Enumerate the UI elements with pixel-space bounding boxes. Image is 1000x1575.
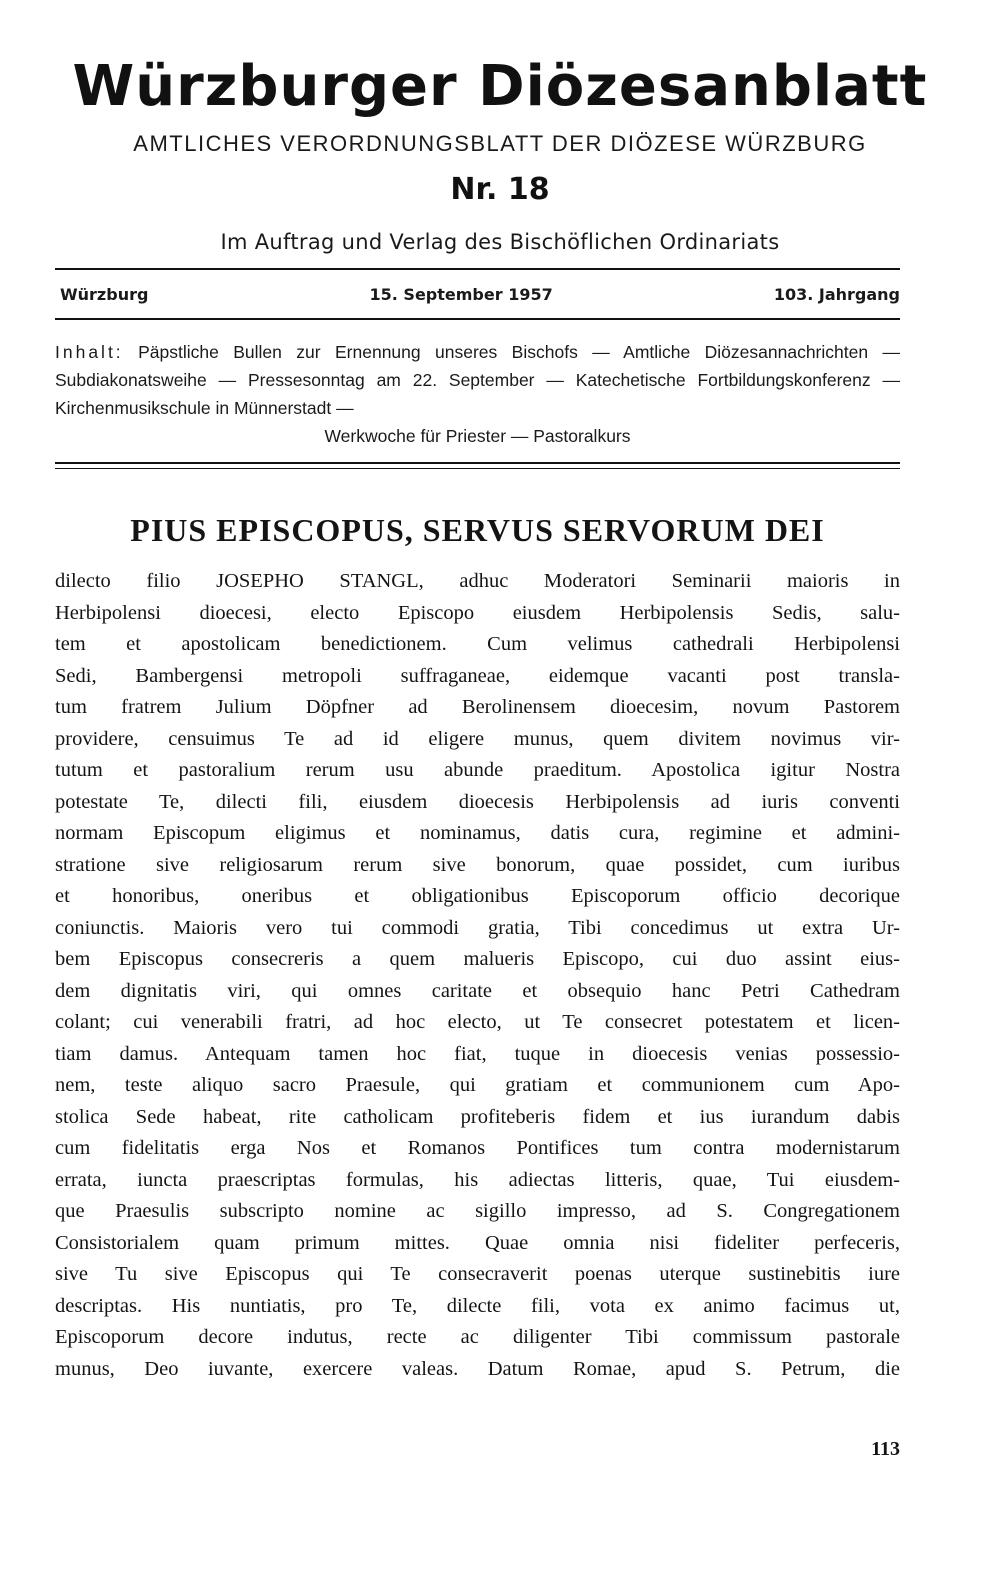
body-line: tiam damus. Antequam tamen hoc fiat, tuque in dioecesis venias possessio- <box>55 1042 900 1065</box>
page-number: 113 <box>871 1438 900 1460</box>
body-line: tem et apostolicam benedictionem. Cum velimus cathedrali Herbipolensi <box>55 633 900 655</box>
masthead-title: Würzburger Diözesanblatt <box>72 54 928 119</box>
divider-contents-thin <box>55 468 900 469</box>
body-line: Sedi, Bambergensi metropoli suffraganeae, eidemque vacanti post transla- <box>55 664 900 687</box>
masthead-subtitle: AMTLICHES VERORDNUNGSBLATT DER DIÖZESE WÜRZBURG <box>133 131 867 156</box>
body-line: normam Episcopum eligimus et nominamus, datis cura, regimine et admini- <box>55 822 900 844</box>
body-line: dem dignitatis viri, qui omnes caritate et obsequio hanc Petri Cathedram <box>55 979 900 1002</box>
dateline-date: 15. September 1957 <box>369 285 553 304</box>
body-line: tutum et pastoralium rerum usu abunde praeditum. Apostolica igitur Nostra <box>55 759 900 781</box>
contents-last-line: Werkwoche für Priester — Pastoralkurs <box>324 426 631 446</box>
table-of-contents <box>55 338 900 450</box>
body-line: providere, censuimus Te ad id eligere munus, quem divitem novimus vir- <box>55 727 900 750</box>
contents-lead: Inhalt: <box>55 342 124 362</box>
divider-dateline <box>55 318 900 320</box>
body-line: Herbipolensi dioecesi, electo Episcopo eiusdem Herbipolensis Sedis, salu- <box>55 601 900 624</box>
body-line: potestate Te, dilecti fili, eiusdem dioecesis Herbipolensis ad iuris conventi <box>55 790 900 813</box>
body-line: colant; cui venerabili fratri, ad hoc electo, ut Te consecret potestatem et licen- <box>55 1011 900 1033</box>
body-line: errata, iuncta praescriptas formulas, his adiectas litteris, quae, Tui eiusdem- <box>55 1168 900 1191</box>
body-line: munus, Deo iuvante, exercere valeas. Datum Romae, apud S. Petrum, die <box>55 1357 900 1380</box>
publisher-line: Im Auftrag und Verlag des Bischöflichen Ordinariats <box>220 230 780 254</box>
divider-contents <box>55 462 900 464</box>
divider-top <box>55 268 900 270</box>
dateline <box>60 283 900 307</box>
dateline-volume: 103. Jahrgang <box>773 285 900 304</box>
body-line: tum fratrem Julium Döpfner ad Berolinensem dioecesim, novum Pastorem <box>55 696 900 718</box>
body-line: dilecto filio JOSEPHO STANGL, adhuc Moderatori Seminarii maioris in <box>55 570 900 592</box>
body-line: coniunctis. Maioris vero tui commodi gratia, Tibi concedimus ut extra Ur- <box>55 916 900 939</box>
body-line: Consistorialem quam primum mittes. Quae omnia nisi fideliter perfeceris, <box>55 1231 900 1254</box>
issue-number: Nr. 18 <box>450 172 550 207</box>
body-line: et honoribus, oneribus et obligationibus Episcoporum officio decorique <box>55 885 900 907</box>
dateline-place: Würzburg <box>60 285 149 304</box>
body-line: bem Episcopus consecreris a quem malueris Episcopo, cui duo assint eius- <box>55 948 900 970</box>
body-line: Episcoporum decore indutus, recte ac diligenter Tibi commissum pastorale <box>55 1326 900 1348</box>
body-line: nem, teste aliquo sacro Praesule, qui gratiam et communionem cum Apo- <box>55 1074 900 1096</box>
body-line: descriptas. His nuntiatis, pro Te, dilecte fili, vota ex animo facimus ut, <box>55 1294 900 1317</box>
body-line: cum fidelitatis erga Nos et Romanos Pontifices tum contra modernistarum <box>55 1137 900 1159</box>
body-line: stolica Sede habeat, rite catholicam profiteberis fidem et ius iurandum dabis <box>55 1105 900 1128</box>
bull-title: PIUS EPISCOPUS, SERVUS SERVORUM DEI <box>130 512 825 548</box>
body-line: sive Tu sive Episcopus qui Te consecraverit poenas uterque sustinebitis iure <box>55 1263 900 1285</box>
bull-body <box>55 566 900 1385</box>
body-line: stratione sive religiosarum rerum sive bonorum, quae possidet, cum iuribus <box>55 853 900 876</box>
contents-text: Päpstliche Bullen zur Ernennung unseres Bischofs — Amtliche Diözesannachrichten — Subdiakonatsweihe — Pressesonntag am 22. September — Katechetische Fortbildungskonferenz — Kirchenmusikschule in Münnerstadt — <box>55 342 900 418</box>
body-line: que Praesulis subscripto nomine ac sigillo impresso, ad S. Congregationem <box>55 1200 900 1222</box>
